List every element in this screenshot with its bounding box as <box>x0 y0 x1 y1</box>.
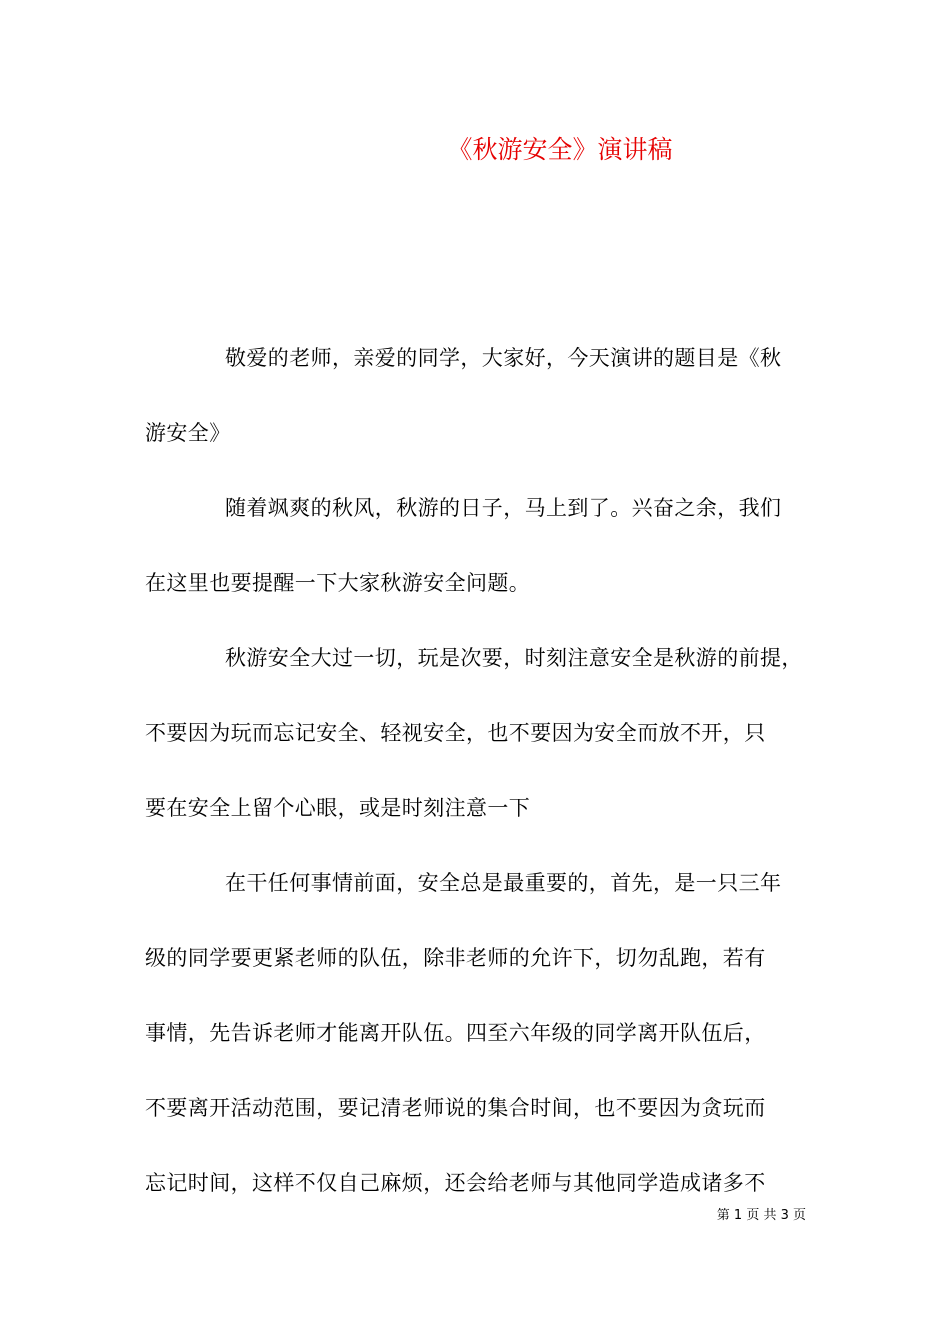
body-line: 敬爱的老师，亲爱的同学，大家好，今天演讲的题目是《秋 <box>225 346 782 370</box>
body-line: 要在安全上留个心眼，或是时刻注意一下 <box>145 796 531 820</box>
body-line: 级的同学要更紧老师的队伍，除非老师的允许下，切勿乱跑，若有 <box>145 946 766 970</box>
body-line: 随着飒爽的秋风，秋游的日子，马上到了。兴奋之余，我们 <box>225 496 782 520</box>
body-line: 不要因为玩而忘记安全、轻视安全，也不要因为安全而放不开，只 <box>145 721 766 745</box>
page-number-footer: 第 1 页 共 3 页 <box>716 1208 806 1223</box>
body-line: 游安全》 <box>145 421 231 445</box>
body-line: 在干任何事情前面，安全总是最重要的，首先，是一只三年 <box>225 871 782 895</box>
document-body <box>145 338 807 1238</box>
body-line: 忘记时间，这样不仅自己麻烦，还会给老师与其他同学造成诸多不 <box>145 1171 766 1195</box>
body-line: 事情，先告诉老师才能离开队伍。四至六年级的同学离开队伍后， <box>145 1021 766 1045</box>
body-line: 在这里也要提醒一下大家秋游安全问题。 <box>145 571 531 595</box>
body-line: 秋游安全大过一切，玩是次要，时刻注意安全是秋游的前提， <box>225 646 803 670</box>
body-line: 不要离开活动范围，要记清老师说的集合时间，也不要因为贪玩而 <box>145 1096 766 1120</box>
document-title: 《秋游安全》演讲稿 <box>447 135 673 164</box>
